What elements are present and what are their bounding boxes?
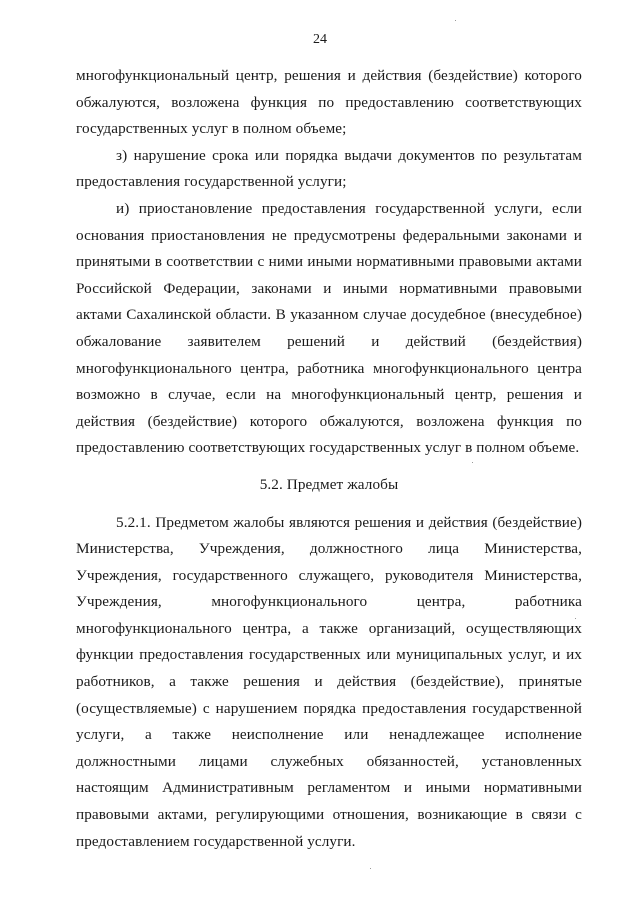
- paragraph-5-2-1: 5.2.1. Предметом жалобы являются решения и действия (бездействие) Министерства, Учреждения, должностного лица Министерства, Учреждения, государственного служащего, руководителя Министерства, Учреждения, многофункционального центра, работника многофункционального центра, а также организаций, осуществляющих функции предоставления государственных или муниципальных услуг, и их работников, а также решения и действия (бездействие), принятые (осуществляемые) с нарушением порядка предоставления государственной услуги, а также неисполнение или ненадлежащее исполнение должностными лицами служебных обязанностей, установленных настоящим Административным регламентом и иными нормативными правовыми актами, регулирующими отношения, возникающие в связи с предоставлением государственной услуги.: [76, 513, 582, 850]
- paragraph-continuation: многофункциональный центр, решения и действия (бездействие) которого обжалуются, возложена функция по предоставлению соответствующих государственных услуг в полном объеме;: [76, 67, 582, 138]
- page-number: 24: [313, 32, 327, 47]
- scan-speck: [575, 618, 576, 619]
- section-heading: 5.2. Предмет жалобы: [259, 475, 399, 493]
- scan-speck: [472, 462, 473, 463]
- paragraph-item-i: и) приостановление предоставления государственной услуги, если основания приостановления не предусмотрены федеральными законами и принятыми в соответствии с ними иными нормативными правовыми актами Российской Федерации, законами и иными нормативными правовыми актами Сахалинской области. В указанном случае досудебное (внесудебное) обжалование заявителем решений и действий (бездействия) многофункционального центра, работника многофункционального центра возможно в случае, если на многофункциональный центр, решения и действия (бездействие) которого обжалуются, возложена функция по предоставлению соответствующих государственных услуг в полном объеме.: [76, 199, 582, 457]
- document-body: [76, 63, 582, 855]
- paragraph-item-z: з) нарушение срока или порядка выдачи документов по результатам предоставления государственной услуги;: [76, 146, 582, 191]
- scan-speck: [455, 20, 456, 21]
- scan-speck: [370, 868, 371, 869]
